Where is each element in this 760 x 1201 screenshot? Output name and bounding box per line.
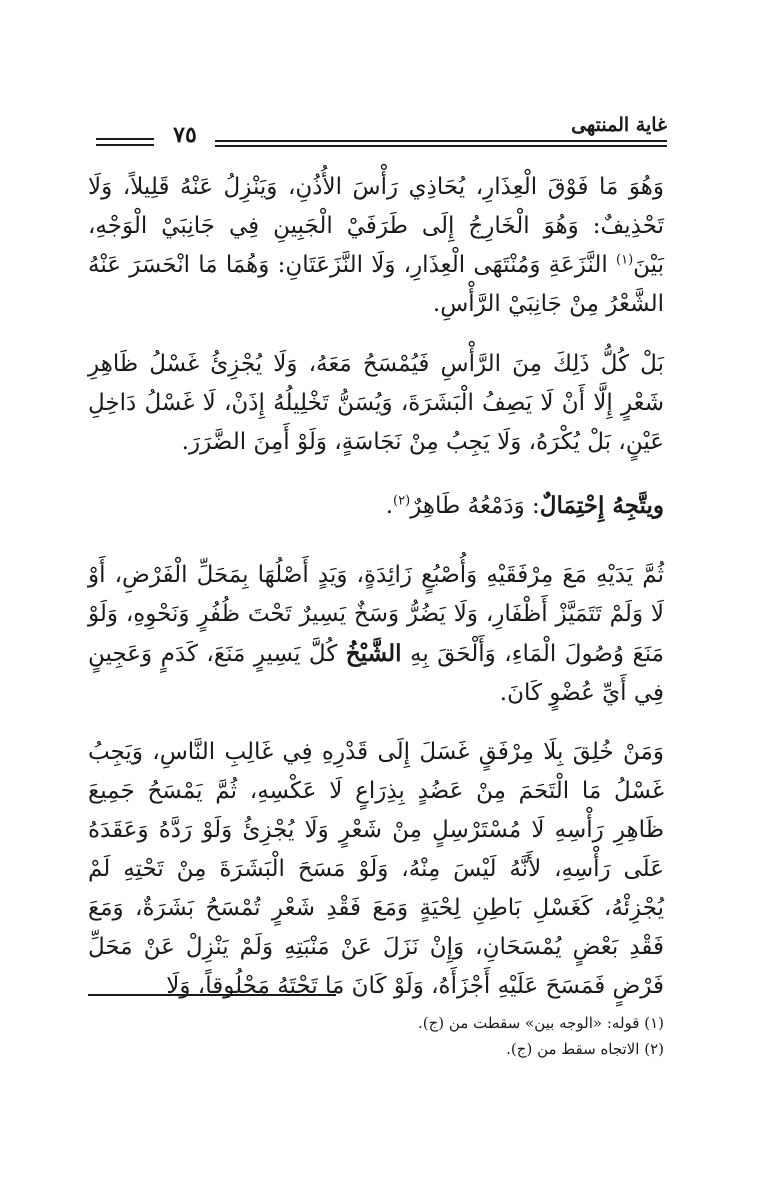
paragraph-4-text: ثُمَّ يَدَيْهِ مَعَ مِرْفَقَيْهِ وَأُصْبُعٍ زَائِدَةٍ، وَيَدٍ أَصْلُهَا بِمَحَلِّ الْفَرْضِ، أَوْ لَا وَلَمْ تَتَمَيَّزْ أَظْفَارِ، وَلَا يَضُرُّ وَسَخٌ يَسِيرٌ تَحْتَ ظُفُرٍ وَنَحْوِهِ، وَلَوْ مَنَعَ وُصُولَ الْمَاءِ، وَأَلْحَقَ بِهِ [88, 562, 664, 667]
paragraph-2-text: بَلْ كُلُّ ذَلِكَ مِنَ الرَّأْسِ فَيُمْسَحُ مَعَهُ، وَلَا يُجْزِئُ غَسْلُ ظَاهِرِ شَعْرٍ إِلَّا أَنْ لَا يَصِفُ الْبَشَرَةَ، وَيُسَنُّ تَخْلِيلُهُ إِذَنْ، لَا غَسْلُ دَاخِلِ عَيْنٍ، بَلْ يُكْرَهُ، وَلَا يَجِبُ مِنْ نَجَاسَةٍ، وَلَوْ أَمِنَ الضَّرَرَ. [88, 351, 664, 455]
header-rule-left [96, 138, 154, 140]
header-rule-left-lower [96, 144, 154, 146]
paragraph-5-text: وَمَنْ خُلِقَ بِلَا مِرْفَقٍ غَسَلَ إِلَى قَدْرِهِ فِي غَالِبِ النَّاسِ، وَيَجِبُ غَسْلُ مَا الْتَحَمَ مِنْ عَضُدٍ بِذِرَاعٍ لَا عَكْسِهِ، ثُمَّ يَمْسَحُ جَمِيعَ ظَاهِرِ رَأْسِهِ لَا مُسْتَرْسِلٍ مِنْ شَعْرٍ وَلَا يُجْزِئُ وَلَوْ رَدَّهُ وَعَقَدَهُ عَلَى رَأْسِهِ، لأَنَّهُ لَيْسَ مِنْهُ، وَلَوْ مَسَحَ الْبَشَرَةَ مِنْ تَحْتِهِ لَمْ يُجْزِئْهُ، كَغَسْلِ بَاطِنِ لِحْيَةٍ وَمَعَ فَقْدِ شَعْرٍ تُمْسَحُ بَشَرَةٌ، وَمَعَ فَقْدِ بَعْضٍ يُمْسَحَانِ، وَإِنْ نَزَلَ عَنْ مَنْبَتِهِ وَلَمْ يَنْزِلْ عَنْ مَحَلِّ فَرْضٍ فَمَسَحَ عَلَيْهِ أَجْزَأَهُ، وَلَوْ كَانَ مَا تَحْتَهُ مَحْلُوقاً، وَلَا [88, 739, 664, 999]
ittijah-heading: ويتَّجِهُ إِحْتِمَالٌ [539, 492, 664, 519]
page-number: ٧٥ [173, 122, 197, 148]
paragraph-3 [88, 486, 664, 526]
header-rule-right [215, 140, 667, 142]
footnote-marker-1: (١) [616, 252, 634, 268]
paragraph-5 [88, 733, 664, 1006]
paragraph-4-tail: كُلَّ يَسِيرٍ مَنَعَ، كَدَمٍ وَعَجِينٍ فِي أَيِّ عُضْوٍ كَانَ. [88, 641, 664, 706]
shaykh-name: الشَّيْخُ [345, 640, 402, 667]
header-rule-right-lower [215, 145, 667, 147]
paragraph-2 [88, 345, 664, 462]
paragraph-3-text: : وَدَمْعُهُ طَاهِرٌ [410, 493, 540, 519]
footnote-1: (١) قوله: «الوجه بين» سقطت من (ج). [417, 1014, 664, 1032]
paragraph-3-tail: . [385, 493, 394, 519]
paragraph-1-text: وَهُوَ مَا فَوْقَ الْعِذَارِ، يُحَاذِي رَأْسَ الأُذُنِ، وَيَنْزِلُ عَنْهُ قَلِيلاً، وَلَا تَحْذِيفٌ: وَهُوَ الْخَارِجُ إِلَى طَرَفَيْ الْجَبِينِ فِي جَانِبَيْ الْوَجْهِ، بَيْنَ [88, 174, 664, 278]
paragraph-4 [88, 556, 664, 713]
running-title: غاية المنتهى [571, 114, 667, 136]
footnote-marker-2: (٢) [393, 493, 411, 509]
paragraph-1-tail: النَّزَعَةِ وَمُنْتَهَى الْعِذَارِ، وَلَا النَّزَعَتَانِ: وَهُمَا مَا انْحَسَرَ عَنْهُ الشَّعْرُ مِنْ جَانِبَيْ الرَّأْسِ. [88, 252, 664, 317]
footnote-rule [88, 994, 336, 996]
paragraph-1 [88, 168, 664, 324]
footnote-2: (٢) الاتجاه سقط من (ج). [506, 1040, 664, 1058]
